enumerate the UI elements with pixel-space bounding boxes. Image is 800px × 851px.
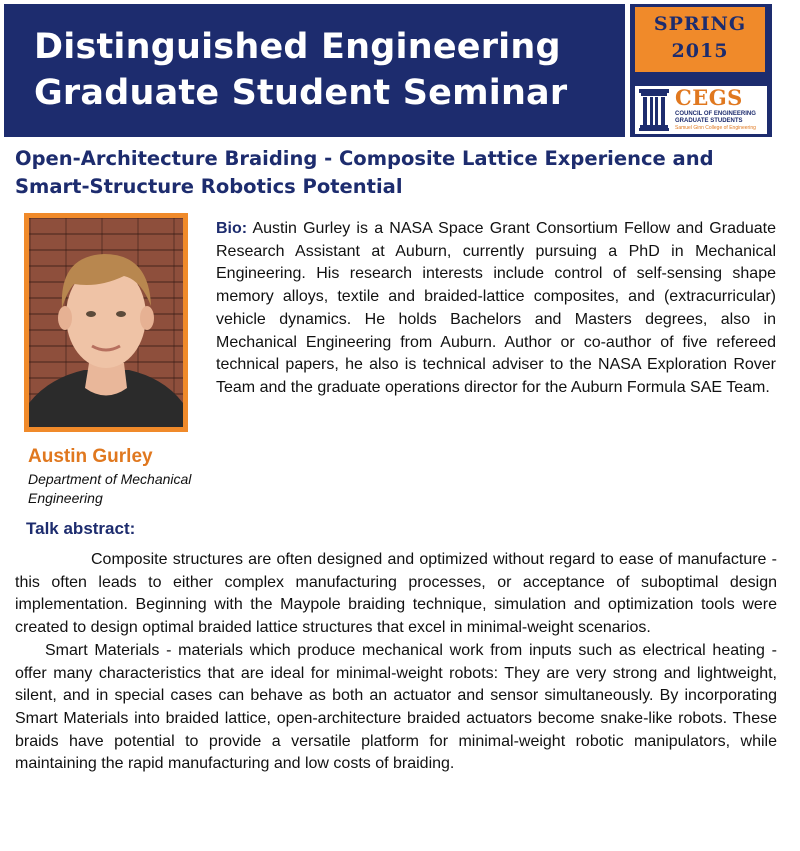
speaker-photo: [29, 218, 183, 427]
speaker-bio: [216, 218, 776, 400]
season-term: SPRING: [653, 13, 747, 35]
header-side-box: [630, 4, 772, 137]
logo-subtitle-line2: GRADUATE STUDENTS: [675, 118, 743, 124]
talk-title: Open-Architecture Braiding - Composite Lattice Experience and Smart-Structure Robotics Potential: [15, 147, 714, 198]
header-banner: [4, 4, 625, 137]
abstract-heading: Talk abstract:: [26, 519, 136, 538]
season-year: 2015: [671, 40, 729, 62]
seminar-title-line1: Distinguished Engineering: [34, 27, 561, 67]
column-pillar-icon: [639, 89, 669, 131]
season-badge: [635, 7, 765, 72]
seminar-title: [34, 24, 567, 116]
seminar-title-line2: Graduate Student Seminar: [34, 73, 568, 113]
logo-subtitle-line1: COUNCIL OF ENGINEERING: [675, 111, 756, 117]
bio-text: Austin Gurley is a NASA Space Grant Consortium Fellow and Graduate Research Assistant at Auburn, currently pursuing a PhD in Mechanical Engineering. His research interests include control of self-sensing shape memory alloys, textile and braided-lattice composites, and (extracurricular) vehicle dynamics. He holds Bachelors and Masters degrees, also in Mechanical Engineering from Auburn. Author or co-author of five refereed technical papers, he also is technical adviser to the NASA Exploration Rover Team and the graduate operations director for the Auburn Formula SAE Team.: [216, 220, 777, 396]
logo-name: CEGS: [675, 85, 743, 110]
abstract-paragraph-1: Composite structures are often designed and optimized without regard to ease of manufacture - this often leads to either complex manufacturing processes, or acceptance of suboptimal design implementation. Beginning with the Maypole braiding technique, simulation and optimization tools were created to design optimal braided lattice structures that excel in minimal-weight scenarios.: [15, 551, 777, 637]
abstract-body: [15, 549, 777, 776]
speaker-photo-frame: [24, 213, 188, 432]
logo-college: Samuel Ginn College of Engineering: [675, 125, 756, 131]
speaker-name: Austin Gurley: [28, 446, 153, 467]
speaker-department: Department of Mechanical Engineering: [28, 471, 192, 506]
abstract-paragraph-2: Smart Materials - materials which produce mechanical work from inputs such as electrical heating - offer many characteristics that are ideal for minimal-weight robots: They are very strong and lightweight, silent, and in special cases can behave as both an actuator and sensor simultaneously. By incorporating Smart Materials into braided lattice, open-architecture braided actuators become snake-like robots. These braids have potential to provide a versatile platform for minimal-weight robotic manipulators, while maintaining the rapid manufacturing and low costs of braiding.: [15, 641, 777, 773]
bio-label: Bio:: [216, 220, 248, 237]
cegs-logo: [635, 86, 767, 134]
speaker-portrait-image: [29, 218, 183, 427]
